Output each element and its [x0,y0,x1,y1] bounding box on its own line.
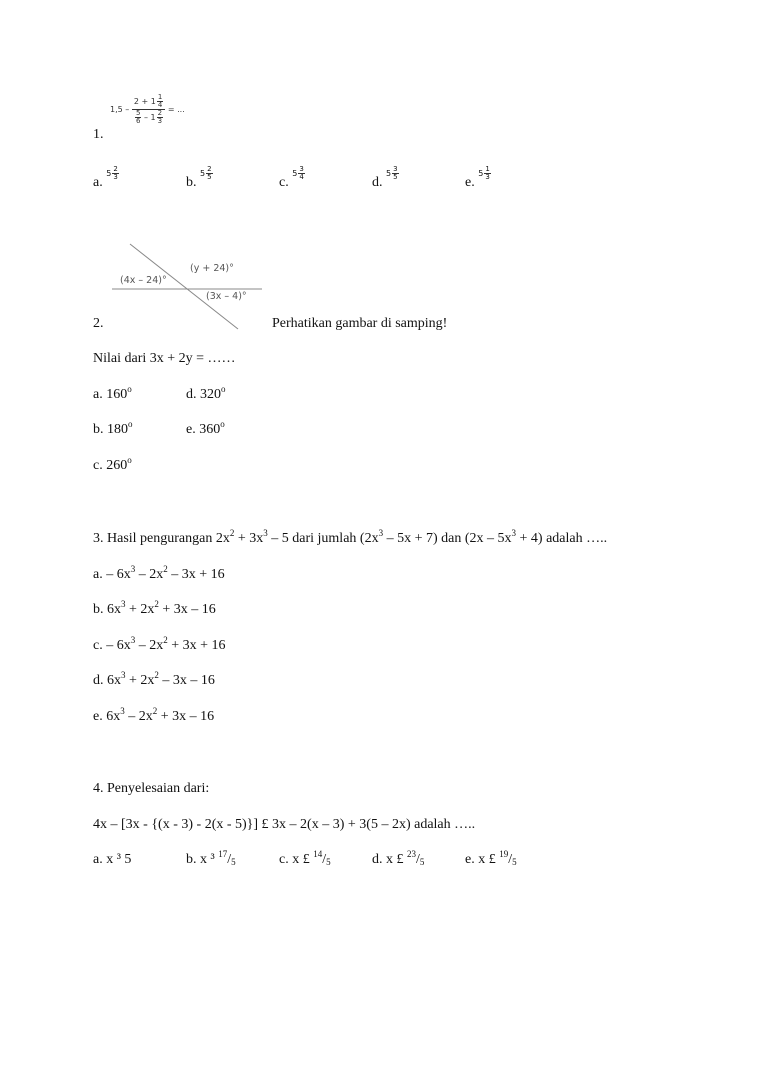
angle-label-3x: (3x – 4)° [206,291,247,302]
q1-expression: 1,5 – 2 + 1 $\frac{1}{4}$ $\frac{5}{6}$ – 1 $\frac{2}{3}$ = ... [110,93,185,125]
q2-option-b[interactable]: b. 180$^o$ [93,419,133,437]
q4-title: 4. Penyelesaian dari: [93,781,210,796]
q1-option-a[interactable]: a. 5 $\frac{2}{3}$ [93,165,118,190]
q4-option-d[interactable]: d. x £ $^{23}/_5$ [372,849,425,867]
transversal-line [130,244,238,329]
angle-label-y: (y + 24)° [190,263,234,274]
q1-option-d[interactable]: d. 5 $\frac{3}{5}$ [372,165,398,190]
q3-option-d[interactable]: d. $6x^3 + 2x^2 - 3x - 16$ [93,670,215,688]
angle-label-4x: (4x – 24)° [120,275,167,286]
q2-option-e[interactable]: e. 360$^o$ [186,419,225,437]
q4-expression: 4x – [3x - {(x - 3) - 2(x - 5)}] £ 3x – 2(x – 3) + 3(5 – 2x) adalah ….. [93,817,476,832]
q4-option-c[interactable]: c. x £ $^{14}/_5$ [279,849,331,867]
q1-option-b[interactable]: b. 5 $\frac{2}{5}$ [186,165,212,190]
q4-option-b[interactable]: b. x ³ $^{17}/_5$ [186,849,236,867]
q2-option-d[interactable]: d. 320$^o$ [186,384,226,402]
q3-option-e[interactable]: e. $6x^3 - 2x^2 + 3x - 16$ [93,706,215,724]
q2-option-a[interactable]: a. 160$^o$ [93,384,132,402]
q1-number: 1. [93,127,104,142]
q1-option-e[interactable]: e. 5 $\frac{1}{3}$ [465,165,490,190]
q1-option-c[interactable]: c. 5 $\frac{3}{4}$ [279,165,304,190]
q2-option-c[interactable]: c. 260$^o$ [93,455,132,473]
q2-instruction: Perhatikan gambar di samping! [272,316,448,331]
q2-number: 2. [93,316,104,331]
q3-option-a[interactable]: a. – $6x^3 - 2x^2 - 3x + 16$ [93,564,225,582]
q4-option-e[interactable]: e. x £ $^{19}/_5$ [465,849,517,867]
q4-option-a[interactable]: a. x ³ 5 [93,852,132,867]
q1-compound-fraction: 2 + 1 $\frac{1}{4}$ $\frac{5}{6}$ – 1 $\frac{2}{3}$ [132,94,165,125]
q2-question: Nilai dari 3x + 2y = …… [93,351,236,366]
q3-question: 3. Hasil pengurangan $2x^2 + 3x^3 - 5$ dari jumlah $(2x^3 - 5x + 7)$ dan $(2x - 5x^3 + 4)$ adalah ….. [93,528,608,546]
q3-option-c[interactable]: c. – $6x^3 - 2x^2 + 3x + 16$ [93,635,226,653]
q3-option-b[interactable]: b. $6x^3 + 2x^2 + 3x - 16$ [93,599,216,617]
q2-angle-figure [112,240,272,335]
